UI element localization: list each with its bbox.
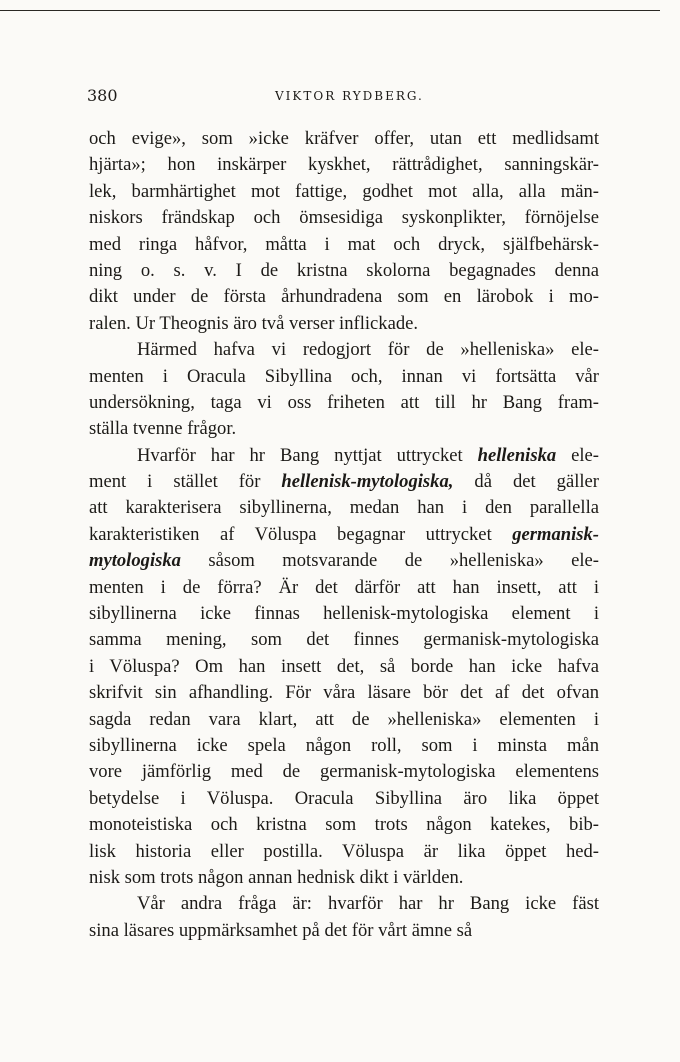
italic-term: helleniska xyxy=(477,444,557,466)
text-line xyxy=(89,839,599,865)
italic-term: mytologiska xyxy=(89,550,181,572)
text-segment: och evige», som »icke kräfver offer, utan ett medlidsamt xyxy=(89,128,599,149)
text-line xyxy=(89,548,599,574)
text-segment: sibyllinerna icke finnas hellenisk-mytologiska element i xyxy=(89,603,599,625)
text-line xyxy=(89,152,599,178)
text-segment: sibyllinerna icke spela någon roll, som i minsta mån xyxy=(89,734,599,756)
text-segment: ning o. s. v. I de kristna skolorna begagnades denna xyxy=(89,259,599,281)
text-segment: Hvarför har hr Bang nyttjat uttrycket xyxy=(137,444,478,466)
text-segment: ställa tvenne frågor. xyxy=(89,418,237,440)
text-line xyxy=(89,390,599,416)
text-line xyxy=(89,627,599,653)
text-segment: ment i stället för xyxy=(89,471,282,493)
text-line xyxy=(89,126,599,152)
text-segment: lisk historia eller postilla. Völuspa är lika öppet hed- xyxy=(89,840,599,862)
text-segment: betydelse i Völuspa. Oracula Sibyllina äro lika öppet xyxy=(89,787,599,809)
text-segment: hjärta»; hon inskärper kyskhet, rättrådighet, sanningskär- xyxy=(89,154,599,176)
text-segment: dikt under de första århundradena som en lärobok i mo- xyxy=(89,286,599,308)
italic-term: germanisk- xyxy=(512,523,599,545)
text-line xyxy=(89,416,599,442)
text-line xyxy=(89,575,599,601)
text-line xyxy=(89,654,599,680)
text-line xyxy=(89,812,599,838)
text-segment: ele- xyxy=(556,444,599,466)
text-line xyxy=(89,865,599,891)
text-segment: att karakterisera sibyllinerna, medan han i den parallella xyxy=(89,497,599,519)
text-segment: Vår andra fråga är: hvarför har hr Bang icke fäst xyxy=(137,893,599,915)
text-line xyxy=(89,364,599,390)
text-segment: såsom motsvarande de »helleniska» ele- xyxy=(180,550,599,572)
text-line xyxy=(89,469,599,495)
text-line xyxy=(89,522,599,548)
text-segment: sina läsares uppmärksamhet på det för vårt ämne så xyxy=(89,919,473,941)
text-segment: lek, barmhärtighet mot fattige, godhet mot alla, alla män- xyxy=(89,180,599,202)
text-segment: undersökning, taga vi oss friheten att till hr Bang fram- xyxy=(89,391,599,413)
text-segment: vore jämförlig med de germanisk-mytologiska elementens xyxy=(89,761,599,783)
body-text xyxy=(89,126,599,944)
text-segment: karakteristiken af Völuspa begagnar uttrycket xyxy=(89,523,513,545)
running-title: VIKTOR RYDBERG. xyxy=(275,89,424,103)
text-line xyxy=(89,918,599,944)
text-line xyxy=(89,284,599,310)
text-line xyxy=(89,311,599,337)
page-number: 380 xyxy=(87,86,118,105)
text-segment: menten i Oracula Sibyllina och, innan vi fortsätta vår xyxy=(89,365,599,387)
text-segment: monoteistiska och kristna som trots någon katekes, bib- xyxy=(89,814,599,836)
text-line xyxy=(89,891,599,917)
text-segment: nisk som trots någon annan hednisk dikt i världen. xyxy=(89,866,464,888)
text-line xyxy=(89,759,599,785)
text-line xyxy=(89,205,599,231)
running-head xyxy=(87,86,607,110)
text-line xyxy=(89,786,599,812)
text-line xyxy=(89,707,599,733)
text-line xyxy=(89,258,599,284)
text-line xyxy=(89,601,599,627)
text-segment: i Völuspa? Om han insett det, så borde han icke hafva xyxy=(89,655,599,677)
text-segment: menten i de förra? Är det därför att han insett, att i xyxy=(89,576,599,598)
text-line xyxy=(89,179,599,205)
text-segment: Härmed hafva vi redogjort för de »helleniska» ele- xyxy=(137,339,599,361)
text-segment: skrifvit sin afhandling. För våra läsare bör det af det ofvan xyxy=(89,682,599,704)
italic-term: hellenisk-mytologiska, xyxy=(281,471,454,493)
text-segment: samma mening, som det finnes germanisk-mytologiska xyxy=(89,629,599,651)
text-line xyxy=(89,733,599,759)
text-line xyxy=(89,337,599,363)
text-segment: niskors frändskap och ömsesidiga syskonplikter, förnöjelse xyxy=(89,207,599,229)
text-segment: ralen. Ur Theognis äro två verser inflickade. xyxy=(89,312,419,334)
text-line xyxy=(89,495,599,521)
text-line xyxy=(89,232,599,258)
text-segment: sagda redan vara klart, att de »helleniska» elementen i xyxy=(89,708,599,730)
text-segment: med ringa håfvor, måtta i mat och dryck, själfbehärsk- xyxy=(89,233,599,255)
text-segment: då det gäller xyxy=(453,471,599,493)
top-rule xyxy=(0,10,660,11)
text-line xyxy=(89,680,599,706)
text-line xyxy=(89,443,599,469)
